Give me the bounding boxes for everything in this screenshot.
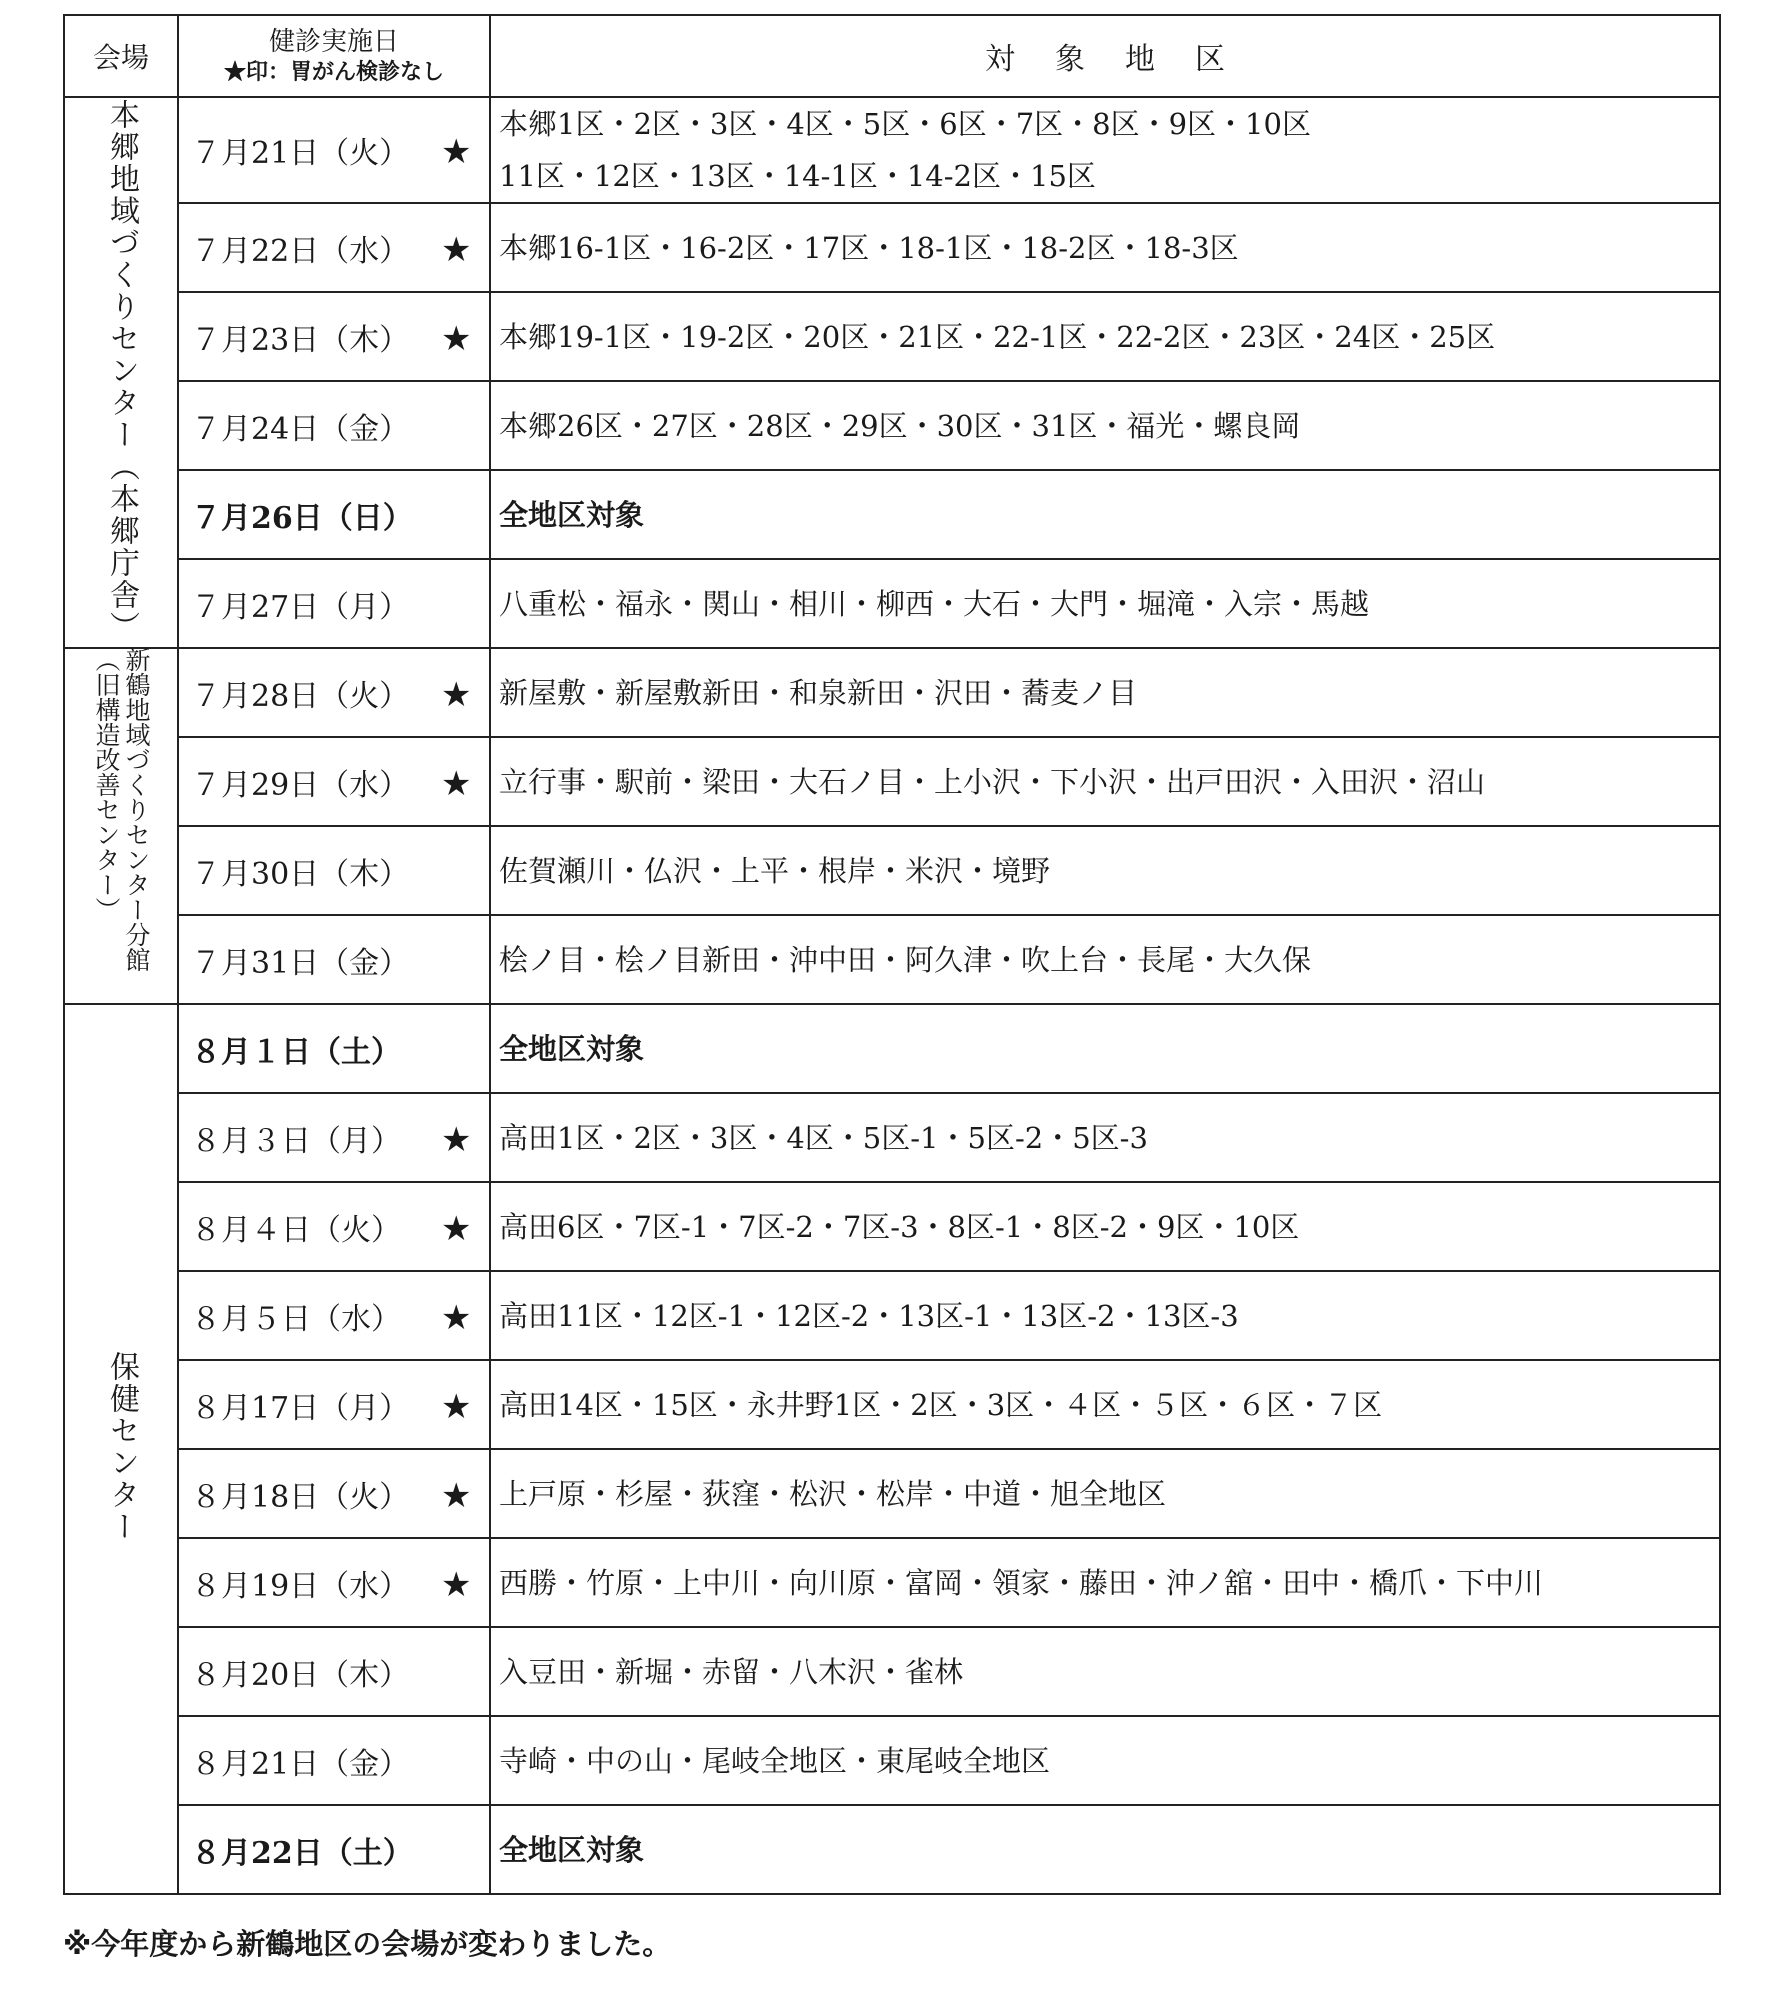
venue-cell — [64, 97, 178, 648]
venue-name — [104, 99, 138, 643]
exam-date: ７月29日（水） — [191, 767, 410, 803]
table-row — [64, 1449, 1720, 1538]
date-cell — [178, 1538, 490, 1627]
area-cell — [490, 1271, 1720, 1360]
footnote: ※今年度から新鶴地区の会場が変わりました。 — [63, 1927, 672, 1961]
target-area-text: 本郷19-1区・19-2区・20区・21区・22-1区・22-2区・23区・24区・25区 — [499, 319, 1496, 354]
target-area-text: 八重松・福永・関山・相川・柳西・大石・大門・堀滝・入宗・馬越 — [499, 586, 1370, 621]
exam-date: ８月18日（火） — [191, 1479, 410, 1515]
date-cell — [178, 1627, 490, 1716]
date-cell — [178, 1360, 490, 1449]
date-cell — [178, 1004, 490, 1093]
target-area-text: 全地区対象 — [499, 497, 645, 532]
date-cell — [178, 1805, 490, 1894]
table-row — [64, 1360, 1720, 1449]
venue-label: 本郷地域づくりセンター — [104, 98, 139, 451]
date-cell — [178, 559, 490, 648]
target-area-text: 高田6区・7区-1・7区-2・7区-3・8区-1・8区-2・9区・10区 — [499, 1209, 1300, 1244]
venue-cell — [64, 1004, 178, 1894]
no-stomach-exam-star-icon: ★ — [441, 229, 472, 270]
venue-name — [91, 647, 151, 1001]
no-stomach-exam-star-icon: ★ — [441, 1208, 472, 1249]
table-row — [64, 826, 1720, 915]
date-cell — [178, 97, 490, 203]
date-cell — [178, 915, 490, 1004]
no-stomach-exam-star-icon: ★ — [441, 1386, 472, 1427]
table-row — [64, 1093, 1720, 1182]
target-area-text: 全地区対象 — [499, 1031, 645, 1066]
venue-sublabel: （旧構造改善センター） — [92, 647, 121, 922]
area-cell — [490, 97, 1720, 203]
header-row — [64, 15, 1720, 97]
table-row — [64, 203, 1720, 292]
target-area-text: 全地区対象 — [499, 1832, 645, 1867]
exam-date: ７月30日（木） — [191, 856, 410, 892]
no-stomach-exam-star-icon: ★ — [441, 763, 472, 804]
table-row — [64, 1004, 1720, 1093]
table-row — [64, 470, 1720, 559]
schedule-table — [63, 14, 1721, 1895]
area-cell — [490, 737, 1720, 826]
area-cell — [490, 1004, 1720, 1093]
area-cell — [490, 1805, 1720, 1894]
table-row — [64, 292, 1720, 381]
exam-date: ８月１日（土） — [191, 1034, 401, 1070]
area-cell — [490, 381, 1720, 470]
table-row — [64, 1271, 1720, 1360]
no-stomach-exam-star-icon: ★ — [441, 1297, 472, 1338]
area-cell — [490, 1449, 1720, 1538]
date-cell — [178, 470, 490, 559]
area-cell — [490, 1182, 1720, 1271]
table-row — [64, 1716, 1720, 1805]
exam-date: ８月３日（月） — [191, 1123, 401, 1159]
area-cell — [490, 292, 1720, 381]
exam-date: ８月22日（土） — [191, 1835, 413, 1871]
date-cell — [178, 826, 490, 915]
target-area-text: 本郷1区・2区・3区・4区・5区・6区・7区・8区・9区・10区 — [499, 107, 1311, 141]
date-cell — [178, 1093, 490, 1182]
date-header-note: ★印：胃がん検診なし — [223, 59, 444, 85]
target-area-text: 高田14区・15区・永井野1区・2区・3区・４区・５区・６区・７区 — [499, 1387, 1383, 1422]
target-area-text: 高田1区・2区・3区・4区・5区-1・5区-2・5区-3 — [499, 1120, 1148, 1155]
date-cell — [178, 648, 490, 737]
area-cell — [490, 1716, 1720, 1805]
target-area-text: 入豆田・新堀・赤留・八木沢・雀林 — [499, 1654, 964, 1689]
table-row — [64, 559, 1720, 648]
target-area-text: 佐賀瀬川・仏沢・上平・根岸・米沢・境野 — [499, 853, 1051, 888]
exam-date: ８月４日（火） — [191, 1212, 401, 1248]
date-cell — [178, 737, 490, 826]
table-row — [64, 1182, 1720, 1271]
date-cell — [178, 381, 490, 470]
venue-header: 会場 — [64, 15, 178, 97]
exam-date: ８月19日（水） — [191, 1568, 410, 1604]
date-header — [178, 15, 490, 97]
target-area-text: 本郷16-1区・16-2区・17区・18-1区・18-2区・18-3区 — [499, 230, 1239, 265]
area-cell — [490, 1627, 1720, 1716]
venue-label: 保健センター — [104, 1351, 139, 1543]
no-stomach-exam-star-icon: ★ — [441, 132, 472, 172]
date-cell — [178, 1716, 490, 1805]
table-row — [64, 1538, 1720, 1627]
date-cell — [178, 1271, 490, 1360]
area-cell — [490, 203, 1720, 292]
date-cell — [178, 1182, 490, 1271]
exam-date: ８月20日（木） — [191, 1657, 410, 1693]
target-area-text: 桧ノ目・桧ノ目新田・沖中田・阿久津・吹上台・長尾・大久保 — [499, 942, 1312, 977]
target-area-text: 本郷26区・27区・28区・29区・30区・31区・福光・螺良岡 — [499, 408, 1301, 443]
schedule-body — [64, 97, 1720, 1894]
target-area-text: 西勝・竹原・上中川・向川原・富岡・領家・藤田・沖ノ舘・田中・橋爪・下中川 — [499, 1565, 1544, 1600]
no-stomach-exam-star-icon: ★ — [441, 1119, 472, 1160]
venue-sublabel: （本郷庁舎） — [104, 450, 139, 643]
table-row — [64, 1805, 1720, 1894]
exam-date: ７月28日（火） — [191, 678, 410, 714]
exam-date: ７月27日（月） — [191, 589, 410, 625]
target-area-text: 上戸原・杉屋・荻窪・松沢・松岸・中道・旭全地区 — [499, 1476, 1167, 1511]
date-cell — [178, 1449, 490, 1538]
exam-date: ７月26日（日） — [191, 500, 413, 536]
exam-date: ７月31日（金） — [191, 945, 410, 981]
target-area-text: 寺崎・中の山・尾岐全地区・東尾岐全地区 — [499, 1743, 1051, 1778]
table-row — [64, 97, 1720, 203]
venue-label: 新鶴地域づくりセンター分館 — [122, 647, 151, 972]
exam-date: ７月22日（水） — [191, 233, 410, 269]
area-cell — [490, 826, 1720, 915]
area-cell — [490, 559, 1720, 648]
target-area-text: 11区・12区・13区・14-1区・14-2区・15区 — [499, 159, 1096, 193]
venue-name — [104, 1351, 138, 1543]
date-header-title: 健診実施日 — [268, 27, 399, 57]
exam-date: ８月５日（水） — [191, 1301, 401, 1337]
no-stomach-exam-star-icon: ★ — [441, 318, 472, 359]
target-area-text: 高田11区・12区-1・12区-2・13区-1・13区-2・13区-3 — [499, 1298, 1239, 1333]
exam-date: ７月23日（木） — [191, 322, 410, 358]
table-row — [64, 648, 1720, 737]
table-row — [64, 381, 1720, 470]
target-area-text: 立行事・駅前・梁田・大石ノ目・上小沢・下小沢・出戸田沢・入田沢・沼山 — [499, 764, 1486, 799]
no-stomach-exam-star-icon: ★ — [441, 1475, 472, 1516]
area-header: 対象地区 — [490, 15, 1720, 97]
date-cell — [178, 292, 490, 381]
exam-date: ７月21日（火） — [191, 136, 410, 171]
area-cell — [490, 1093, 1720, 1182]
exam-date: ８月17日（月） — [191, 1390, 410, 1426]
no-stomach-exam-star-icon: ★ — [441, 1564, 472, 1605]
area-cell — [490, 915, 1720, 1004]
venue-cell — [64, 648, 178, 1004]
table-row — [64, 1627, 1720, 1716]
date-cell — [178, 203, 490, 292]
exam-date: ８月21日（金） — [191, 1746, 410, 1782]
no-stomach-exam-star-icon: ★ — [441, 674, 472, 715]
exam-date: ７月24日（金） — [191, 411, 410, 447]
area-cell — [490, 1360, 1720, 1449]
table-row — [64, 915, 1720, 1004]
area-cell — [490, 470, 1720, 559]
target-area-text: 新屋敷・新屋敷新田・和泉新田・沢田・蕎麦ノ目 — [499, 675, 1138, 710]
table-row — [64, 737, 1720, 826]
area-cell — [490, 648, 1720, 737]
area-cell — [490, 1538, 1720, 1627]
